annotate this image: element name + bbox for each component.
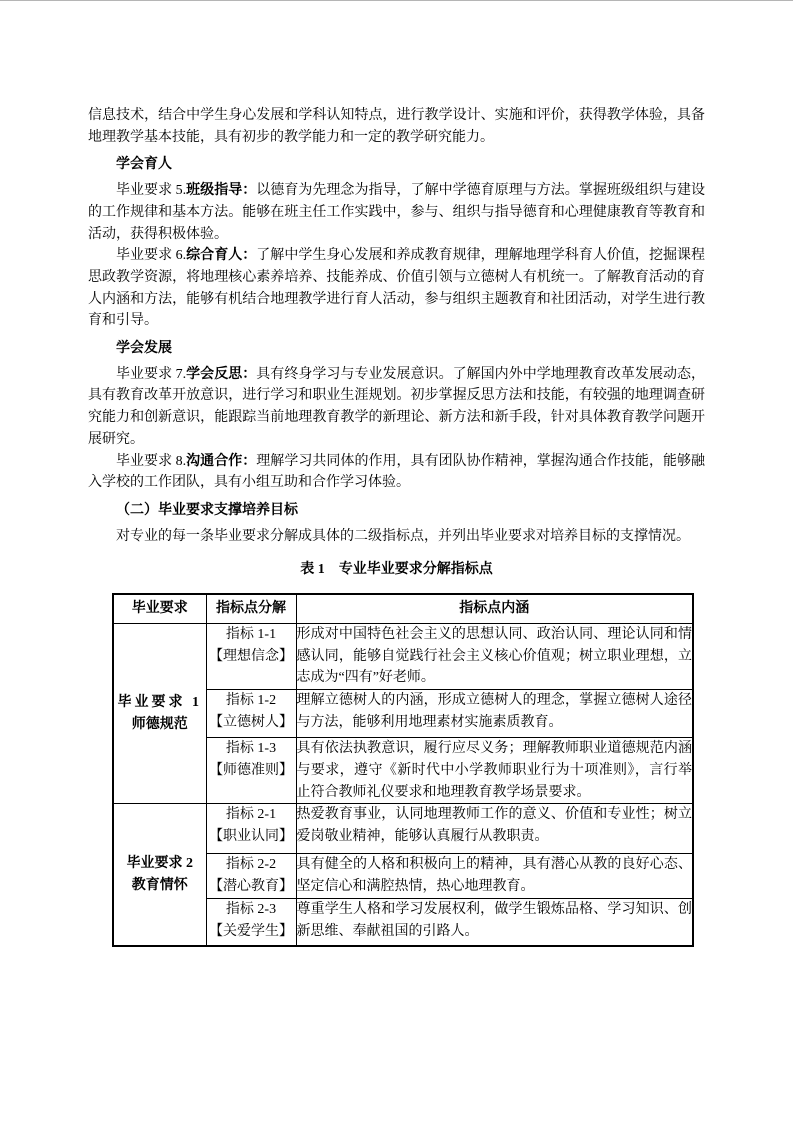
indicator-cell-1-3	[206, 738, 296, 804]
indicator-1-2-label: 【立德树人】	[209, 714, 293, 730]
indicator-1-1-label: 【理想信念】	[209, 648, 293, 664]
indicator-2-2-label: 【潜心教育】	[209, 878, 293, 894]
indicator-1-3-label: 【师德准则】	[209, 762, 293, 778]
requirement-6-body: 了解中学生身心发展和养成教育规律，理解地理学科育人价值，挖掘课程思政教学资源，将地理核心素养培养、技能养成、价值引领与立德树人有机统一。了解教育活动的育人内涵和方法，能够有机结合地理教学进行育人活动，参与组织主题教育和社团活动，对学生进行教育和引导。	[88, 248, 706, 329]
requirement-7-paragraph	[88, 364, 705, 451]
indicator-2-3-label: 【关爱学生】	[209, 923, 293, 939]
requirement-8-paragraph	[88, 451, 705, 494]
document-content	[0, 1, 793, 947]
requirement-6-paragraph	[88, 245, 705, 332]
column-header-indicator-breakdown: 指标点分解	[206, 594, 296, 624]
requirement-5-title: 班级指导：	[186, 183, 257, 199]
content-cell-1-3: 具有依法执教意识，履行应尽义务；理解教师职业道德规范内涵与要求，遵守《新时代中小学教师职业行为十项准则》，言行举止符合教师礼仪要求和地理教育教学场景要求。	[296, 738, 693, 804]
indicator-table	[112, 593, 694, 947]
intro-paragraph: 信息技术，结合中学生身心发展和学科认知特点，进行教学设计、实施和评价，获得教学体验，具备地理教学基本技能，具有初步的教学能力和一定的教学研究能力。	[88, 108, 705, 145]
indicator-cell-2-1	[206, 804, 296, 854]
table-caption: 表 1 专业毕业要求分解指标点	[300, 562, 493, 578]
requirement-group-2-line1: 毕业要求 2	[126, 855, 193, 871]
requirement-8-body: 理解学习共同体的作用，具有团队协作精神，掌握沟通合作技能，能够融入学校的工作团队，具有小组互助和合作学习体验。	[88, 453, 706, 491]
indicator-1-3-code: 指标 1-3	[225, 741, 277, 757]
requirement-group-1-line2: 师德规范	[131, 716, 188, 732]
content-cell-1-1: 形成对中国特色社会主义的思想认同、政治认同、理论认同和情感认同，能够自觉践行社会主义核心价值观；树立职业理想，立志成为“四有”好老师。	[296, 624, 693, 690]
content-cell-2-3: 尊重学生人格和学习发展权利，做学生锻炼品格、学习知识、创新思维、奉献祖国的引路人。	[296, 899, 693, 946]
requirement-7-title: 学会反思：	[186, 366, 257, 382]
heading-section-2: （二）毕业要求支撑培养目标	[116, 502, 298, 518]
content-cell-2-1: 热爱教育事业，认同地理教师工作的意义、价值和专业性；树立爱岗敬业精神，能够认真履行从教职责。	[296, 804, 693, 854]
requirement-group-1-line1: 毕业要求 1	[117, 694, 202, 710]
content-cell-2-2: 具有健全的人格和积极向上的精神，具有潜心从教的良好心态、坚定信心和满腔热情，热心地理教育。	[296, 854, 693, 899]
heading-xuehui-fazhan: 学会发展	[116, 341, 172, 357]
indicator-2-3-code: 指标 2-3	[225, 902, 277, 918]
section-2-intro-paragraph: 对专业的每一条毕业要求分解成具体的二级指标点，并列出毕业要求对培养目标的支撑情况。	[116, 528, 690, 544]
indicator-2-1-label: 【职业认同】	[209, 828, 293, 844]
requirement-7-prefix: 毕业要求 7.	[116, 366, 187, 382]
requirement-6-title: 综合育人：	[186, 248, 257, 264]
table-header-row	[113, 594, 693, 624]
requirement-7-body: 具有终身学习与专业发展意识。了解国内外中学地理教育改革发展动态，具有教育改革开放意识，进行学习和职业生涯规划。初步掌握反思方法和技能，有较强的地理调查研究能力和创新意识，能跟踪当前地理教育教学的新理论、新方法和新手段，针对具体教育教学问题开展研究。	[88, 366, 706, 447]
requirement-8-prefix: 毕业要求 8.	[116, 453, 187, 469]
requirement-5-prefix: 毕业要求 5.	[116, 183, 187, 199]
requirement-group-2-cell	[113, 804, 206, 946]
indicator-cell-1-2	[206, 690, 296, 738]
indicator-1-1-code: 指标 1-1	[225, 627, 277, 643]
table-row-1-1	[113, 624, 693, 690]
indicator-cell-1-1	[206, 624, 296, 690]
indicator-cell-2-3	[206, 899, 296, 946]
requirement-group-1-cell	[113, 624, 206, 804]
indicator-2-2-code: 指标 2-2	[225, 857, 277, 873]
indicator-2-1-code: 指标 2-1	[225, 807, 277, 823]
column-header-indicator-content: 指标点内涵	[296, 594, 693, 624]
requirement-8-title: 沟通合作：	[186, 453, 257, 469]
requirement-5-body: 以德育为先理念为指导，了解中学德育原理与方法。掌握班级组织与建设的工作规律和基本方法。能够在班主任工作实践中，参与、组织与指导德育和心理健康教育等教育和活动，获得积极体验。	[88, 183, 706, 242]
table-row-2-1	[113, 804, 693, 854]
requirement-group-2-line2: 教育情怀	[131, 877, 188, 893]
content-cell-1-2: 理解立德树人的内涵，形成立德树人的理念，掌握立德树人途径与方法，能够利用地理素材实施素质教育。	[296, 690, 693, 738]
column-header-requirement: 毕业要求	[113, 594, 206, 624]
requirement-5-paragraph	[88, 180, 705, 245]
indicator-cell-2-2	[206, 854, 296, 899]
heading-xuehui-yuren: 学会育人	[116, 157, 172, 173]
indicator-1-2-code: 指标 1-2	[225, 693, 277, 709]
requirement-6-prefix: 毕业要求 6.	[116, 248, 187, 264]
